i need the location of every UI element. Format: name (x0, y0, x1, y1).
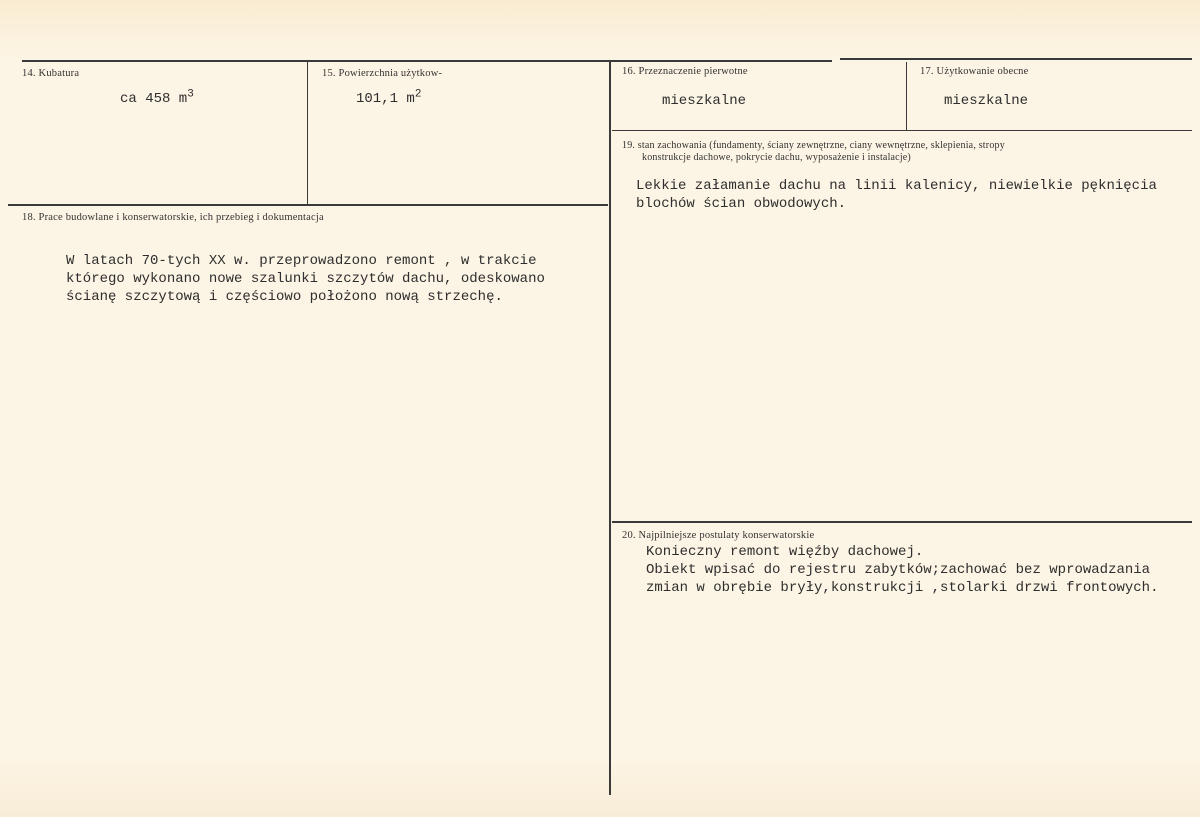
prace-budowlane-text: W latach 70-tych XX w. przeprowadzono remont , w trakcie którego wykonano nowe szalunki szczytów dachu, odeskowano ścianę szczytową i częściowo położono nową strzechę. (66, 253, 545, 305)
uzytkowanie-value: mieszkalne (944, 93, 1029, 109)
mid-rule-left (8, 204, 608, 206)
top-rule-right (840, 58, 1192, 60)
vertical-divider-center (609, 62, 611, 795)
przeznaczenie-label: 16. Przeznaczenie pierwotne (622, 66, 748, 77)
powierzchnia-value (356, 90, 421, 108)
kubatura-unit-exponent: 3 (187, 88, 194, 101)
kubatura-number: ca 458 m (120, 91, 188, 107)
powierzchnia-label: 15. Powierzchnia użytkow- (322, 68, 443, 79)
postulaty-text: Konieczny remont więźby dachowej. Obiekt wpisać do rejestru zabytków;zachować bez wprowadzania zmian w obrębie bryły,konstrukcji ,stolarki drzwi frontowych. (646, 544, 1159, 596)
top-rule-left (22, 60, 832, 62)
stan-zachowania-label-line2: konstrukcje dachowe, pokrycie dachu, wyposażenie i instalacje) (642, 152, 911, 163)
vertical-divider-1 (307, 62, 308, 205)
uzytkowanie-label: 17. Użytkowanie obecne (920, 66, 1029, 77)
powierzchnia-number: 101,1 m (356, 91, 415, 107)
przeznaczenie-value: mieszkalne (662, 93, 747, 109)
kubatura-label: 14. Kubatura (22, 68, 80, 79)
mid-rule-right-bottom (612, 521, 1192, 523)
kubatura-value (120, 90, 194, 108)
postulaty-label: 20. Najpilniejsze postulaty konserwatorskie (622, 530, 815, 541)
prace-budowlane-label: 18. Prace budowlane i konserwatorskie, ich przebieg i dokumentacja (22, 212, 324, 223)
vertical-divider-3 (906, 62, 907, 130)
stan-zachowania-label-line1: 19. stan zachowania (fundamenty, ściany zewnętrzne, ciany wewnętrzne, sklepienia, stropy (622, 140, 1005, 151)
powierzchnia-unit-exponent: 2 (414, 88, 422, 101)
mid-rule-right-top (612, 130, 1192, 131)
stan-zachowania-text: Lekkie załamanie dachu na linii kalenicy, niewielkie pęknięcia blochów ścian obwodowych. (636, 178, 1157, 212)
